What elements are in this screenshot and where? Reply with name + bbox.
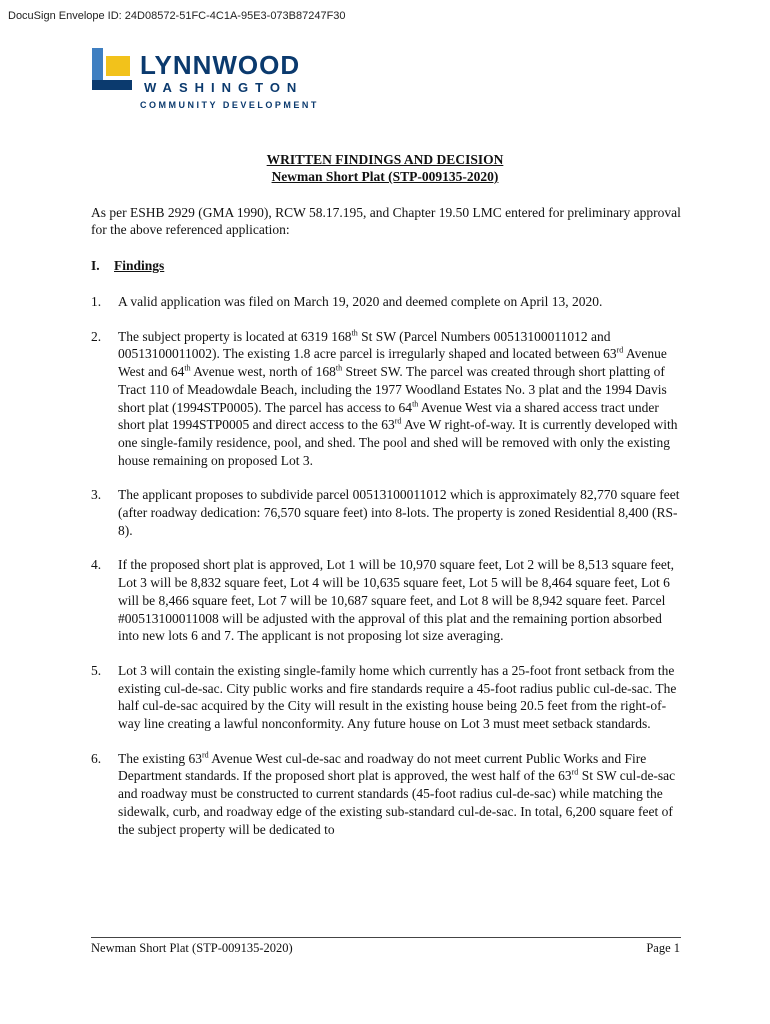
- finding-number: 2.: [91, 328, 102, 344]
- document-title: [0, 151, 770, 185]
- section-heading: [91, 258, 164, 274]
- finding-number: 5.: [91, 662, 102, 678]
- finding-item: [91, 486, 683, 539]
- finding-text: If the proposed short plat is approved, Lot 1 will be 10,970 square feet, Lot 2 will be 8,513 square feet, Lot 3 will be 8,832 square feet, Lot 4 will be 10,635 square feet, Lot 5 will be 8,464 square feet, Lot 6 will be 8,466 square feet, Lot 7 will be 10,687 square feet, and Lot 8 will be 8,942 square feet. Parcel #00513100011008 will be adjusted with the approval of this plat and the remaining portion absorbed into new lots 6 and 7. The applicant is not proposing lot size averaging.: [118, 557, 674, 644]
- finding-text: The applicant proposes to subdivide parcel 00513100011012 which is approximately 82,770 square feet (after roadway dedication: 76,570 square feet) into 8-lots. The property is zoned Residential 8,400 (RS-8).: [118, 487, 680, 538]
- intro-paragraph: As per ESHB 2929 (GMA 1990), RCW 58.17.195, and Chapter 19.50 LMC entered for preliminary approval for the above referenced application:: [91, 205, 681, 237]
- logo-name: LYNNWOOD: [140, 50, 301, 80]
- title-line-1: WRITTEN FINDINGS AND DECISION: [266, 152, 504, 167]
- lynnwood-logo: [92, 48, 342, 114]
- finding-number: 4.: [91, 557, 102, 573]
- footer-title: Newman Short Plat (STP-009135-2020): [91, 941, 293, 955]
- lynnwood-logo-mark-icon: [92, 48, 138, 94]
- finding-text: The existing 63rd Avenue West cul-de-sac and roadway do not meet current Public Works and Fire Department standards. If the proposed short plat is approved, the west half of the 63rd St SW cul-de-sac and roadway must be constructed to current standards (45-foot radius cul-de-sac) while matching the sidewalk, curb, and roadway edge of the existing sub-standard cul-de-sac. In total, 6,200 square feet of the subject property will be dedicated to: [118, 750, 676, 837]
- logo-department: COMMUNITY DEVELOPMENT: [140, 100, 319, 110]
- findings-list: [91, 293, 683, 855]
- finding-text: Lot 3 will contain the existing single-family home which currently has a 25-foot front setback from the existing cul-de-sac. City public works and fire standards require a 45-foot radius public cul-de-sac. The half cul-de-sac acquired by the City will result in the existing house being 20.5 feet from the right-of-way line creating a lawful nonconformity. Any future house on Lot 3 must meet setback standards.: [118, 662, 677, 732]
- finding-item: [91, 662, 683, 733]
- section-number: I.: [91, 258, 100, 273]
- logo-state: WASHINGTON: [144, 80, 304, 95]
- finding-number: 3.: [91, 487, 102, 503]
- page-number: Page 1: [646, 941, 680, 955]
- finding-number: 1.: [91, 294, 102, 309]
- footer-divider: [91, 937, 681, 938]
- title-line-2: Newman Short Plat (STP-009135-2020): [271, 169, 499, 184]
- finding-number: 6.: [91, 750, 102, 766]
- finding-item: [91, 556, 683, 645]
- finding-item: [91, 328, 683, 470]
- docusign-envelope-id: DocuSign Envelope ID: 24D08572-51FC-4C1A-95E3-073B87247F30: [8, 10, 346, 22]
- finding-text: The subject property is located at 6319 168th St SW (Parcel Numbers 00513100011012 and 00513100011002). The existing 1.8 acre parcel is irregularly shaped and located between 63rd Avenue West and 64th Avenue west, north of 168th Street SW. The parcel was created through short platting of Tract 110 of Meadowdale Beach, including the 1977 Woodland Estates No. 3 plat and the 1994 Davis short plat (1994STP0005). The parcel has access to 64th Avenue West via a shared access tract under short plat 1994STP0005 and direct access to the 63rd Ave W right-of-way. It is currently developed with one single-family residence, pool, and shed. The pool and shed will be removed with only the existing house remaining on proposed Lot 3.: [118, 328, 678, 468]
- finding-item: [91, 293, 683, 311]
- finding-text: A valid application was filed on March 19, 2020 and deemed complete on April 13, 2020.: [118, 294, 603, 309]
- section-label: Findings: [114, 258, 165, 273]
- finding-item: [91, 750, 683, 839]
